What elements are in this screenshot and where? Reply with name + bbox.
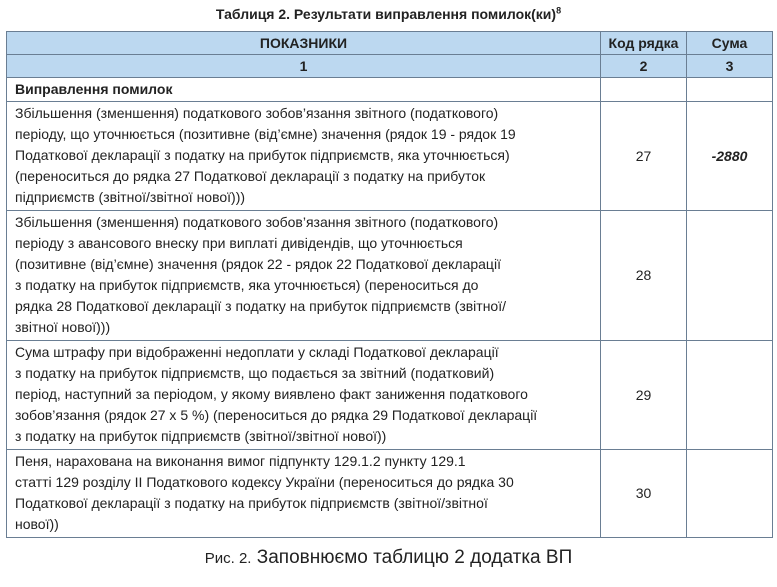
row-sum: -2880 xyxy=(687,102,773,211)
row-line: з податку на прибуток підприємств, яка уточнюється) (переноситься до xyxy=(15,277,479,293)
row-sum xyxy=(687,341,773,450)
corrections-table xyxy=(6,31,773,538)
header-sum: Сума xyxy=(687,32,773,55)
caption-prefix: Рис. 2. xyxy=(204,550,252,567)
row-code: 29 xyxy=(601,341,687,450)
row-description xyxy=(7,450,601,538)
row-line: Пеня, нарахована на виконання вимог підпункту 129.1.2 пункту 129.1 xyxy=(15,453,466,469)
row-line: Податкової декларації з податку на прибуток підприємств, яка уточнюється) xyxy=(15,147,510,163)
table-row xyxy=(7,341,773,450)
section-code-cell xyxy=(601,78,687,102)
row-line: період, наступний за періодом, у якому виявлено факт заниження податкового xyxy=(15,386,528,402)
table-row xyxy=(7,450,773,538)
row-line: Сума штрафу при відображенні недоплати у складі Податкової декларації xyxy=(15,344,499,360)
table-title xyxy=(0,6,777,22)
row-line: рядка 28 Податкової декларації з податку на прибуток підприємств (звітної/ xyxy=(15,298,506,314)
section-sum-cell xyxy=(687,78,773,102)
row-code: 30 xyxy=(601,450,687,538)
row-line: Податкової декларації з податку на прибуток підприємств (звітної/звітної xyxy=(15,495,488,511)
row-code: 27 xyxy=(601,102,687,211)
row-description xyxy=(7,211,601,341)
column-number-row xyxy=(7,55,773,78)
figure-caption xyxy=(0,547,777,569)
header-row-code: Код рядка xyxy=(601,32,687,55)
row-description xyxy=(7,341,601,450)
row-line: з податку на прибуток підприємств, що подається за звітний (податковий) xyxy=(15,365,495,381)
column-number-1: 1 xyxy=(7,55,601,78)
row-sum xyxy=(687,450,773,538)
column-number-3: 3 xyxy=(687,55,773,78)
row-line: (переноситься до рядка 27 Податкової декларації з податку на прибуток xyxy=(15,168,486,184)
row-line: періоду, що уточнюється (позитивне (від’ємне) значення (рядок 19 - рядок 19 xyxy=(15,126,516,142)
row-line: (позитивне (від’ємне) значення (рядок 22 - рядок 22 Податкової декларації xyxy=(15,256,501,272)
table-title-text: Таблиця 2. Результати виправлення помилок(ки) xyxy=(215,6,557,22)
footnote-marker: 8 xyxy=(556,5,562,16)
section-title: Виправлення помилок xyxy=(7,78,601,102)
row-line: підприємств (звітної/звітної нової))) xyxy=(15,189,246,205)
table-row xyxy=(7,102,773,211)
header-row xyxy=(7,32,773,55)
row-code: 28 xyxy=(601,211,687,341)
row-sum xyxy=(687,211,773,341)
table-row xyxy=(7,211,773,341)
row-line: статті 129 розділу II Податкового кодексу України (переноситься до рядка 30 xyxy=(15,474,514,490)
row-line: звітної нової))) xyxy=(15,319,111,335)
row-line: зобов’язання (рядок 27 х 5 %) (переноситься до рядка 29 Податкової декларації xyxy=(15,407,538,423)
row-line: з податку на прибуток підприємств (звітної/звітної нової)) xyxy=(15,428,387,444)
row-line: Збільшення (зменшення) податкового зобов’язання звітного (податкового) xyxy=(15,105,499,121)
row-line: нової)) xyxy=(15,516,59,532)
row-description xyxy=(7,102,601,211)
column-number-2: 2 xyxy=(601,55,687,78)
row-line: періоду з авансового внеску при виплаті дивідендів, що уточнюється xyxy=(15,235,463,251)
header-indicators: ПОКАЗНИКИ xyxy=(7,32,601,55)
caption-text: Заповнюємо таблицю 2 додатка ВП xyxy=(256,547,573,568)
section-row xyxy=(7,78,773,102)
row-line: Збільшення (зменшення) податкового зобов’язання звітного (податкового) xyxy=(15,214,499,230)
